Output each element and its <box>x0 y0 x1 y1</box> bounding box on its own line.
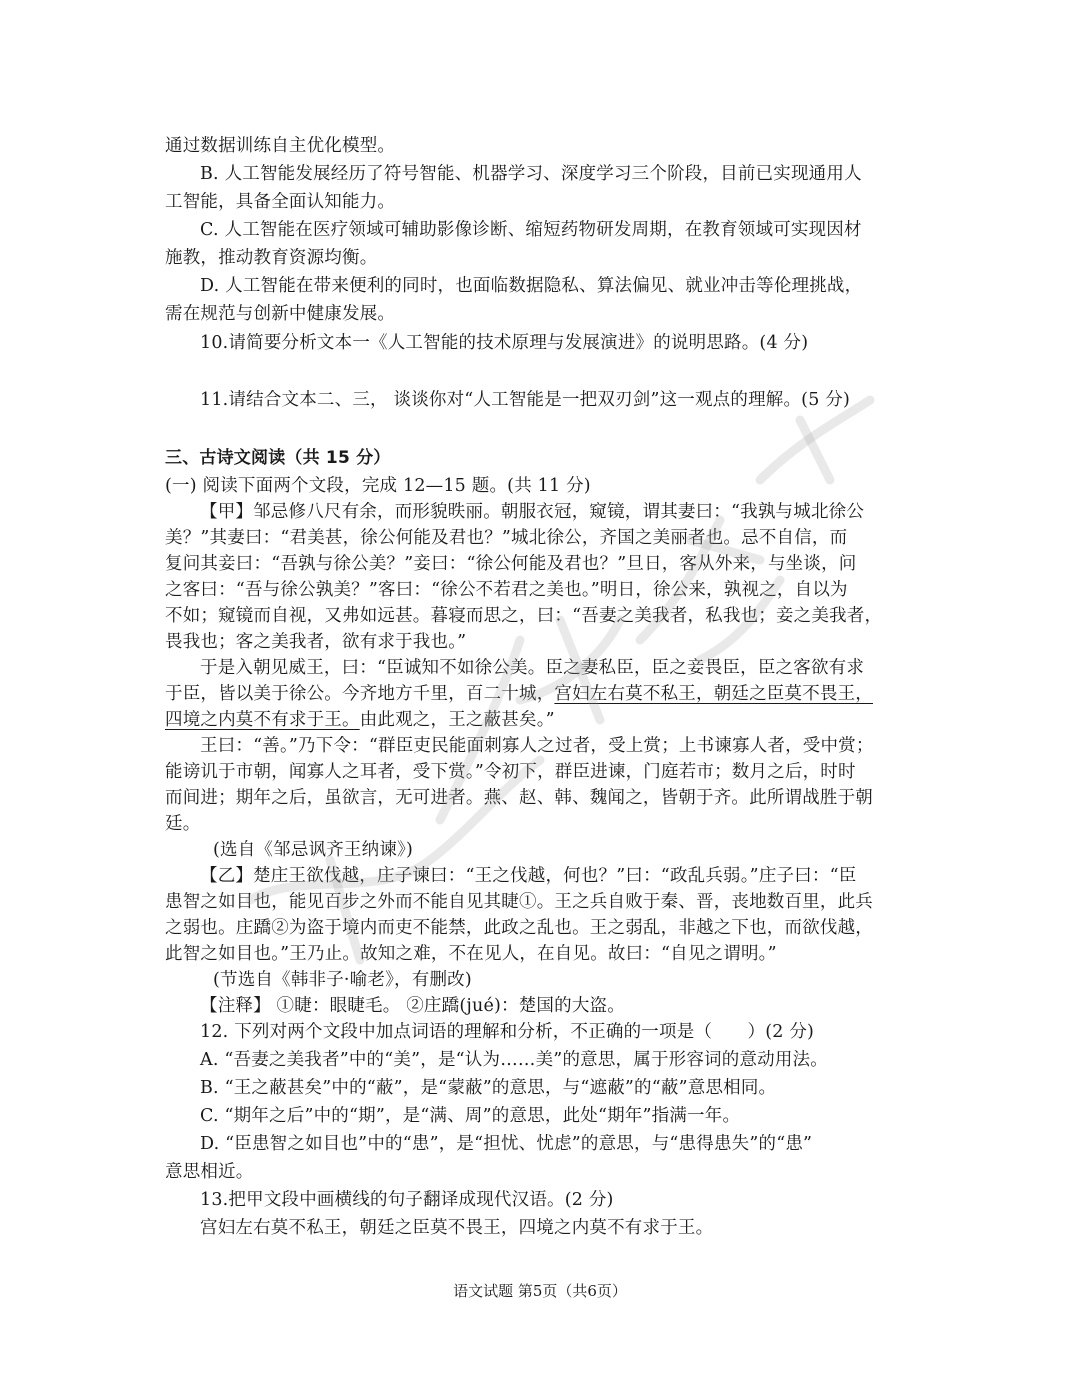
text-line: 工智能，具备全面认知能力。 <box>165 192 396 212</box>
question-12-option-a: A. “吾妻之美我者”中的“美”，是“认为……美”的意思，属于形容词的意动用法。 <box>200 1050 828 1070</box>
underlined-sentence: 宫妇左右莫不私王，朝廷之臣莫不畏王， <box>554 684 874 704</box>
passage-jia-line: 美？”其妻曰：“君美甚，徐公何能及君也？”城北徐公，齐国之美丽者也。忌不自信，而 <box>165 528 848 548</box>
passage-yi-line: 之弱也。庄蹻②为盗于境内而吏不能禁，此政之乱也。王之弱乱，非越之下也，而欲伐越， <box>165 918 873 938</box>
passage-jia-line: 畏我也；客之美我者，欲有求于我也。” <box>165 632 467 652</box>
subsection-instruction: (一) 阅读下面两个文段，完成 12—15 题。(共 11 分) <box>165 476 591 496</box>
source-citation: (节选自《韩非子·喻老》，有删改) <box>213 970 472 990</box>
passage-jia-line: 【甲】邹忌修八尺有余，而形貌昳丽。朝服衣冠，窥镜，谓其妻曰：“我孰与城北徐公 <box>200 502 865 522</box>
question-12-option-d: D. “臣患智之如目也”中的“患”，是“担忧、忧虑”的意思，与“患得患失”的“患” <box>200 1134 813 1154</box>
annotation-note: 【注释】 ①睫：眼睫毛。 ②庄蹻(jué)：楚国的大盗。 <box>200 996 625 1016</box>
question-12-option-c: C. “期年之后”中的“期”，是“满、周”的意思，此处“期年”指满一年。 <box>200 1106 741 1126</box>
text-line: 通过数据训练自主优化模型。 <box>165 136 396 156</box>
plain-text: 于臣，皆以美于徐公。今齐地方千里，百二十城， <box>165 684 555 704</box>
passage-yi-line: 此智之如目也。”王乃止。故知之难，不在见人，在自见。故曰：“自见之谓明。” <box>165 944 777 964</box>
passage-yi-line: 【乙】楚庄王欲伐越，庄子谏曰：“王之伐越，何也？”曰：“政乱兵弱。”庄子曰：“臣 <box>200 866 857 886</box>
passage-jia-line: 复问其妾曰：“吾孰与徐公美？”妾曰：“徐公何能及君也？”旦日，客从外来，与坐谈，问 <box>165 554 857 574</box>
question-13-sentence: 宫妇左右莫不私王，朝廷之臣莫不畏王，四境之内莫不有求于王。 <box>200 1218 714 1238</box>
section-heading: 三、古诗文阅读（共 15 分） <box>165 448 391 468</box>
question-13: 13.把甲文段中画横线的句子翻译成现代汉语。(2 分) <box>200 1190 614 1210</box>
passage-jia-line <box>165 709 555 731</box>
passage-jia-line <box>165 683 873 705</box>
passage-jia-line: 而间进；期年之后，虽欲言，无可进者。燕、赵、韩、魏闻之，皆朝于齐。此所谓战胜于朝 <box>165 788 873 808</box>
question-12-option-d-cont: 意思相近。 <box>165 1162 254 1182</box>
passage-jia-line: 于是入朝见威王，曰：“臣诚知不如徐公美。臣之妻私臣，臣之妾畏臣，臣之客欲有求 <box>200 658 865 678</box>
question-10: 10.请简要分析文本一《人工智能的技术原理与发展演进》的说明思路。(4 分) <box>200 333 809 353</box>
option-d-line: D. 人工智能在带来便利的同时，也面临数据隐私、算法偏见、就业冲击等伦理挑战， <box>200 276 863 296</box>
text-line: 需在规范与创新中健康发展。 <box>165 304 396 324</box>
option-c-line: C. 人工智能在医疗领域可辅助影像诊断、缩短药物研发周期，在教育领域可实现因材 <box>200 220 862 240</box>
source-citation: (选自《邹忌讽齐王纳谏》) <box>213 840 414 860</box>
underlined-sentence: 四境之内莫不有求于王。 <box>165 710 360 730</box>
plain-text: 由此观之，王之蔽甚矣。” <box>359 710 555 730</box>
passage-jia-line: 廷。 <box>165 814 201 834</box>
page-footer: 语文试题 第5页（共6页） <box>453 1282 627 1300</box>
question-11: 11.请结合文本二、三， 谈谈你对“人工智能是一把双刃剑”这一观点的理解。(5 分) <box>200 390 851 410</box>
option-b-line: B. 人工智能发展经历了符号智能、机器学习、深度学习三个阶段，目前已实现通用人 <box>200 164 862 184</box>
question-12: 12. 下列对两个文段中加点词语的理解和分析，不正确的一项是（ ）(2 分) <box>200 1022 815 1042</box>
question-12-option-b: B. “王之蔽甚矣”中的“蔽”，是“蒙蔽”的意思，与“遮蔽”的“蔽”意思相同。 <box>200 1078 777 1098</box>
passage-jia-line: 不如；窥镜而自视，又弗如远甚。暮寝而思之，曰：“吾妻之美我者，私我也；妾之美我者， <box>165 606 883 626</box>
passage-yi-line: 患智之如目也，能见百步之外而不能自见其睫①。王之兵自败于秦、晋，丧地数百里，此兵 <box>165 892 873 912</box>
text-line: 施教，推动教育资源均衡。 <box>165 248 378 268</box>
passage-jia-line: 能谤讥于市朝，闻寡人之耳者，受下赏。”令初下，群臣进谏，门庭若市；数月之后，时时 <box>165 762 856 782</box>
passage-jia-line: 之客曰：“吾与徐公孰美？”客曰：“徐公不若君之美也。”明日，徐公来，孰视之，自以为 <box>165 580 848 600</box>
passage-jia-line: 王曰：“善。”乃下令：“群臣吏民能面刺寡人之过者，受上赏；上书谏寡人者，受中赏； <box>200 736 874 756</box>
